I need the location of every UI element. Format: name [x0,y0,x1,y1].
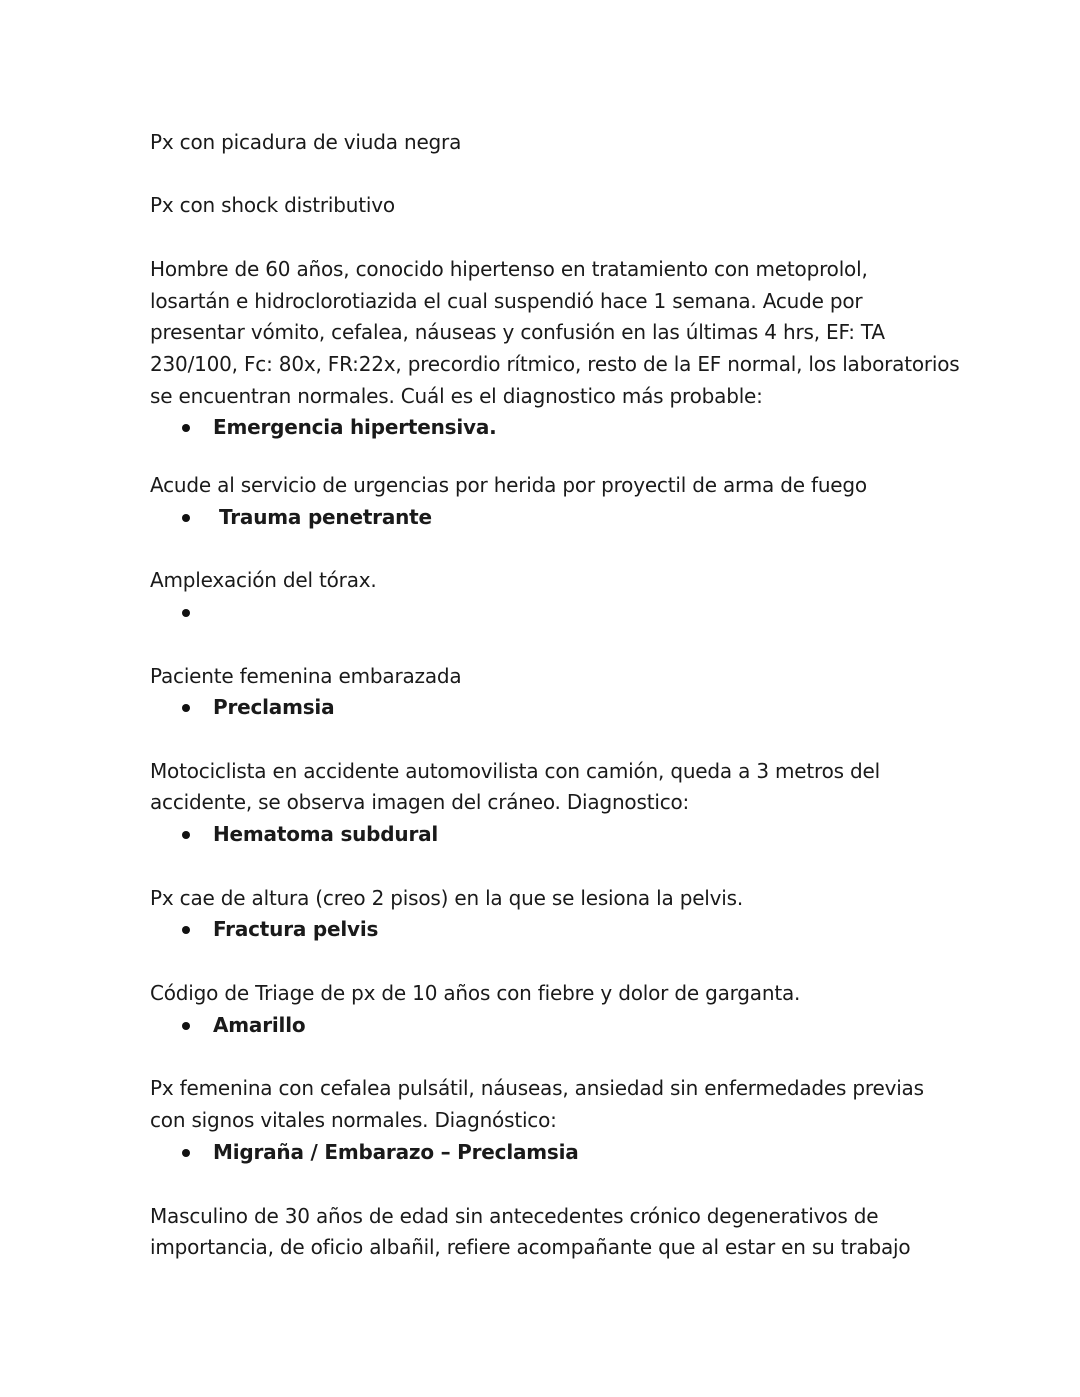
question-hypertension-line-2: losartán e hidroclorotiazida el cual suspendió hace 1 semana. Acude por [150,289,863,313]
bullet-icon [182,514,190,522]
bullet-icon [182,1022,190,1030]
question-mason-line-2: importancia, de oficio albañil, refiere acompañante que al estar en su trabajo [150,1235,911,1259]
bullet-icon [182,704,190,712]
question-black-widow: Px con picadura de viuda negra [150,130,462,154]
question-hypertension-line-1: Hombre de 60 años, conocido hipertenso en tratamiento con metoprolol, [150,257,868,281]
answer-pelvic-fracture: Fractura pelvis [213,917,379,941]
bullet-icon [182,831,190,839]
answer-migraine-pregnancy: Migraña / Embarazo – Preclamsia [213,1140,579,1164]
question-headache-line-2: con signos vitales normales. Diagnóstico: [150,1108,557,1132]
answer-hypertensive-emergency: Emergencia hipertensiva. [213,415,497,439]
question-fall-pelvis: Px cae de altura (creo 2 pisos) en la que se lesiona la pelvis. [150,886,744,910]
answer-penetrating-trauma: Trauma penetrante [219,505,432,529]
question-gunshot-wound: Acude al servicio de urgencias por herida por proyectil de arma de fuego [150,473,867,497]
bullet-icon [182,926,190,934]
bullet-icon [182,1149,190,1157]
question-triage-code: Código de Triage de px de 10 años con fiebre y dolor de garganta. [150,981,801,1005]
question-motorcyclist-line-2: accidente, se observa imagen del cráneo. Diagnostico: [150,790,690,814]
answer-yellow: Amarillo [213,1013,306,1037]
question-mason-line-1: Masculino de 30 años de edad sin antecedentes crónico degenerativos de [150,1204,879,1228]
question-chest-expansion: Amplexación del tórax. [150,568,377,592]
question-pregnant-patient: Paciente femenina embarazada [150,664,462,688]
question-hypertension-line-3: presentar vómito, cefalea, náuseas y confusión en las últimas 4 hrs, EF: TA [150,320,885,344]
question-hypertension-line-4: 230/100, Fc: 80x, FR:22x, precordio rítmico, resto de la EF normal, los laboratorios [150,352,960,376]
answer-subdural-hematoma: Hematoma subdural [213,822,439,846]
answer-preeclampsia: Preclamsia [213,695,335,719]
question-distributive-shock: Px con shock distributivo [150,193,395,217]
question-headache-line-1: Px femenina con cefalea pulsátil, náuseas, ansiedad sin enfermedades previas [150,1076,924,1100]
bullet-icon [182,609,190,617]
question-hypertension-line-5: se encuentran normales. Cuál es el diagnostico más probable: [150,384,763,408]
question-motorcyclist-line-1: Motociclista en accidente automovilista con camión, queda a 3 metros del [150,759,880,783]
bullet-icon [182,424,190,432]
